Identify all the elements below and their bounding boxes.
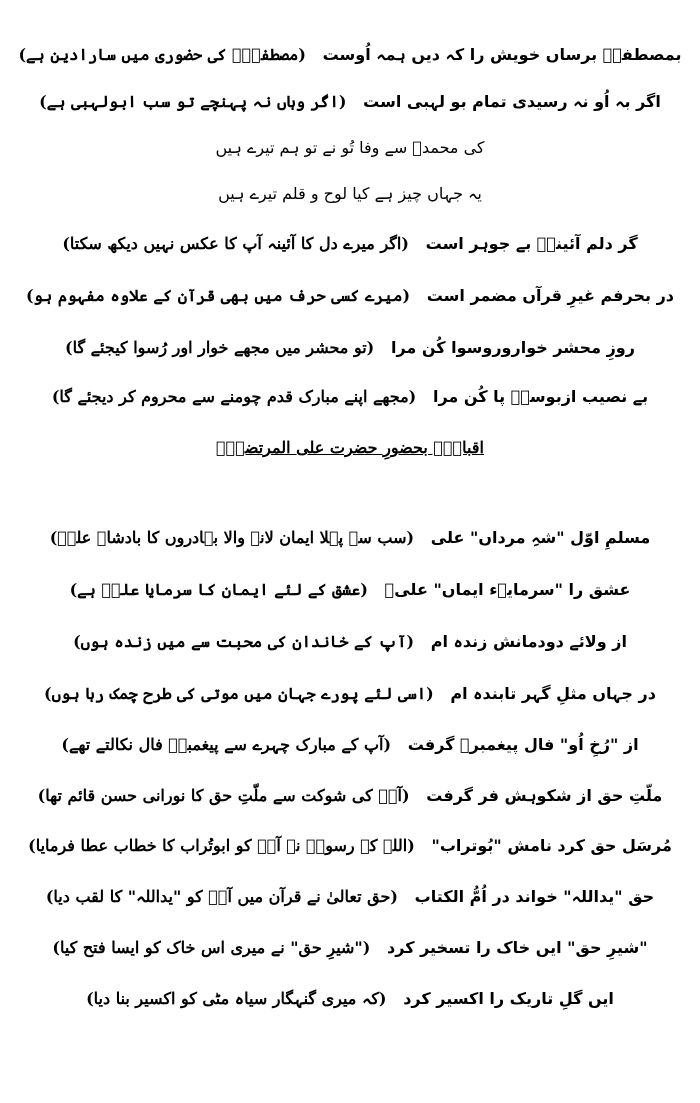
verse-line-15 xyxy=(0,834,700,858)
verse-line-1 xyxy=(0,43,700,67)
verse-text: بمصطفےؐ برساں خویش را کہ دیں ہمہ اُوست xyxy=(322,45,682,64)
verse-line-9 xyxy=(0,526,700,550)
verse-text: "شیرِ حق" ایں خاک را تسخیر کرد xyxy=(387,938,648,957)
verse-text: از "رُخِ اُو" فال پیغمبرؐ گرفت xyxy=(407,735,639,754)
verse-text: گر دلم آئینہؑ بے جوہر است xyxy=(425,234,638,253)
verse-text: حق "یداللہ" خواند در اُمُّ الکتاب xyxy=(414,887,655,906)
verse-line-13 xyxy=(0,733,700,757)
verse-line-18 xyxy=(0,987,700,1011)
verse-text: مُرسَل حق کرد نامش "بُوتراب" xyxy=(431,836,672,855)
verse-text: از ولائے دودمانش زندہ ام xyxy=(430,632,627,651)
verse-translation: (اگر وہاں نہ پہنچے تو سب ابولہبی ہے) xyxy=(39,92,347,111)
verse-translation: (سب سے پہلا ایمان لانے والا بہادروں کا بادشاہ علیؓ) xyxy=(49,528,415,547)
verse-line-8 xyxy=(0,385,700,409)
verse-line-3 xyxy=(0,136,700,160)
verse-translation: (میرے کسی حرف میں بھی قرآن کے علاوہ مفہوم ہو) xyxy=(25,286,411,305)
verse-text: ملّتِ حق از شکوہش فر گرفت xyxy=(426,786,663,805)
verse-text: کی محمدؐ سے وفا تُو نے تو ہم تیرے ہیں xyxy=(215,138,485,157)
verse-line-7 xyxy=(0,336,700,360)
verse-text: بے نصیب ازبوسہؑ پا کُن مرا xyxy=(432,387,649,406)
verse-line-12 xyxy=(0,682,700,706)
verse-translation: (اسی لئے پورے جہان میں موتی کی طرح چمک رہا ہوں) xyxy=(44,684,434,703)
verse-text: مسلمِ اوّل "شہِ مرداں" علی xyxy=(430,528,651,547)
verse-translation: (عشق کے لئے ایمان کا سرمایا علیؓ ہے) xyxy=(69,580,368,599)
verse-line-2 xyxy=(0,90,700,114)
verse-line-5 xyxy=(0,232,700,256)
verse-text: روزِ محشر خواروروسوا کُن مرا xyxy=(390,338,635,357)
verse-text: در بحرفم غیرِ قرآں مضمر است xyxy=(426,286,675,305)
verse-line-6 xyxy=(0,284,700,308)
verse-text: در جہاں مثلِ گہر تابندہ ام xyxy=(450,684,656,703)
verse-translation: (تو محشر میں مجھے خوار اور رُسوا کیجئے گا) xyxy=(65,338,375,357)
verse-line-17 xyxy=(0,936,700,960)
verse-translation: ("شیرِ حق" نے میری اس خاک کو ایسا فتح کیا) xyxy=(52,938,371,957)
verse-line-11 xyxy=(0,630,700,654)
verse-translation: (مجھے اپنے مبارک قدم چومنے سے محروم کر دیجئے گا) xyxy=(51,387,417,406)
verse-translation: (آپؓ کی شوکت سے ملّتِ حق کا نورانی حسن قائم تھا) xyxy=(37,786,410,805)
verse-translation: (آپ کے مبارک چہرے سے پیغمبرؐ فال نکالتے تھے) xyxy=(61,735,392,754)
section-heading: اقبالؒ۔ بحضورِ حضرت علی المرتضیٰؓ xyxy=(216,438,484,457)
verse-translation: (کہ میری گنہگار سیاہ مٹی کو اکسیر بنا دیا) xyxy=(86,989,387,1008)
verse-line-16 xyxy=(0,885,700,909)
verse-text: یہ جہاں چیز ہے کیا لوح و قلم تیرے ہیں xyxy=(218,184,482,203)
verse-line-10 xyxy=(0,578,700,602)
verse-text: اگر بہ اُو نہ رسیدی تمام بو لہبی است xyxy=(363,92,661,111)
verse-line-14 xyxy=(0,784,700,808)
verse-translation: (مصطفیٰؐ کی حضوری میں سارادین ہے) xyxy=(18,45,306,64)
verse-translation: (حق تعالیٰ نے قرآن میں آپؓ کو "یداللہ" کا لقب دیا) xyxy=(45,887,398,906)
verse-translation: (اگر میرے دل کا آئینہ آپ کا عکس نہیں دیکھ سکتا) xyxy=(62,234,409,253)
verse-translation: (اللہ کے رسولؐ نے آپؓ کو ابوتُراب کا خطاب عطا فرمایا) xyxy=(28,836,415,855)
verse-line-4 xyxy=(0,182,700,206)
verse-text: ایں گلِ تاریک را اکسیر کرد xyxy=(403,989,614,1008)
verse-translation: (آپ کے خاندان کی محبت سے میں زندہ ہوں) xyxy=(73,632,415,651)
verse-text: عشق را "سرمایہء ایماں" علیؓ xyxy=(384,580,631,599)
